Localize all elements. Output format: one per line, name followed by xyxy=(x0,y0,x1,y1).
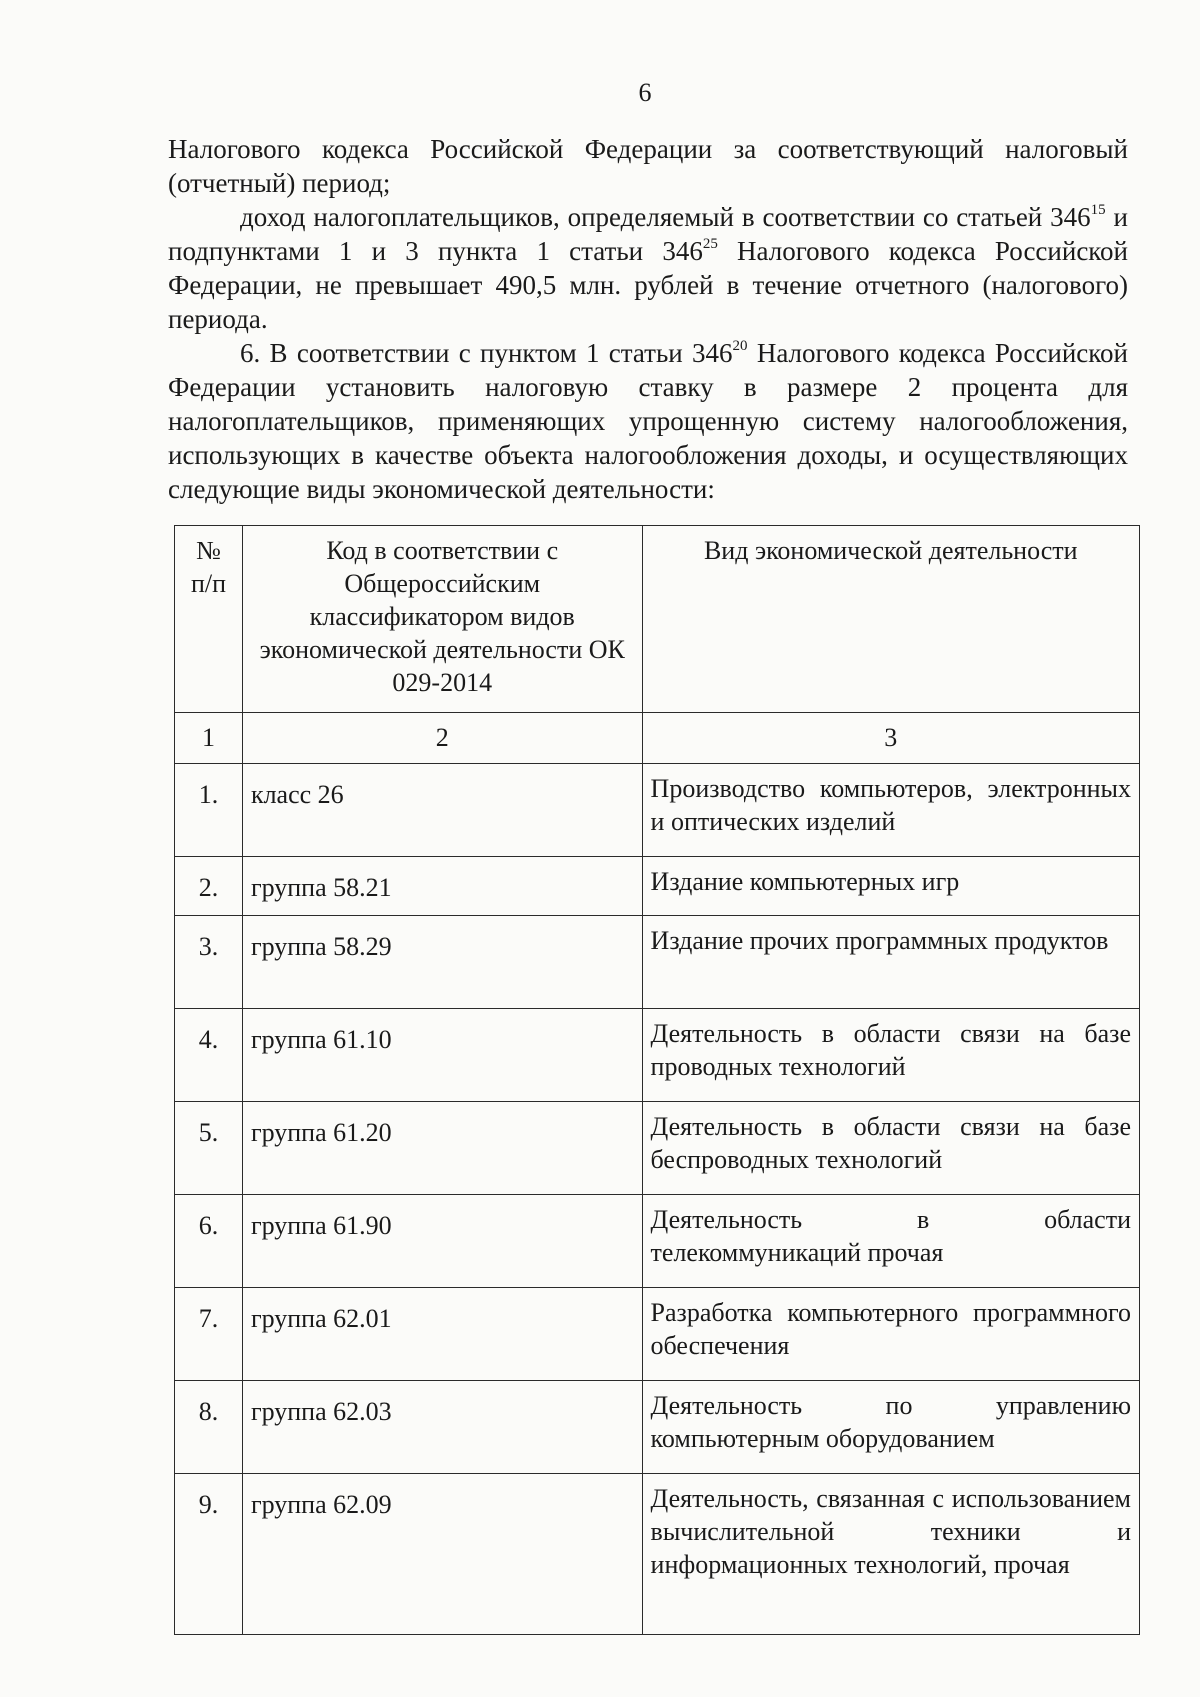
row-activity: Деятельность в области телекоммуникаций прочая xyxy=(642,1195,1139,1288)
paragraph-1: Налогового кодекса Российской Федерации за соответствующий налоговый (отчетный) период; xyxy=(168,134,1128,198)
row-code: группа 58.29 xyxy=(242,916,642,1009)
table-row xyxy=(175,1381,1140,1474)
row-activity: Деятельность по управлению компьютерным оборудованием xyxy=(642,1381,1139,1474)
table-column-numbers-row xyxy=(175,713,1140,764)
row-code: группа 62.01 xyxy=(242,1288,642,1381)
table-row xyxy=(175,916,1140,1009)
paragraph-2-text-1: доход налогоплательщиков, определяемый в соответствии со статьей 346 xyxy=(240,202,1091,232)
row-code: группа 61.90 xyxy=(242,1195,642,1288)
column-number-1: 1 xyxy=(175,713,243,764)
row-num: 8. xyxy=(175,1381,243,1474)
table-row xyxy=(175,1195,1140,1288)
header-code: Код в соответствии с Общероссийским классификатором видов экономической деятельности ОК 029-2014 xyxy=(242,526,642,713)
row-num: 6. xyxy=(175,1195,243,1288)
paragraph-2-text-2: и подпунктами 1 и 3 пункта 1 статьи 346 xyxy=(168,202,1128,266)
row-num: 4. xyxy=(175,1009,243,1102)
paragraph-2-superscript-2: 25 xyxy=(702,236,718,252)
paragraph-2-superscript-1: 15 xyxy=(1090,202,1106,218)
document-body xyxy=(168,132,1128,506)
table-row xyxy=(175,1102,1140,1195)
column-number-3: 3 xyxy=(642,713,1139,764)
table-header-row xyxy=(175,526,1140,713)
table-row xyxy=(175,1009,1140,1102)
page-number: 6 xyxy=(638,78,652,107)
paragraph-3-text-1: 6. В соответствии с пунктом 1 статьи 346 xyxy=(240,338,733,368)
row-activity: Издание компьютерных игр xyxy=(642,857,1139,916)
row-num: 1. xyxy=(175,764,243,857)
paragraph-3-text-2: Налогового кодекса Российской Федерации установить налоговую ставку в размере 2 процента для налогоплательщиков, применяющих упрощенную систему налогообложения, использующих в качестве объекта налогообложения доходы, и осуществляющих следующие виды экономической деятельности: xyxy=(168,338,1128,504)
header-activity: Вид экономической деятельности xyxy=(642,526,1139,713)
row-activity: Разработка компьютерного программного обеспечения xyxy=(642,1288,1139,1381)
paragraph-2-text-3: Налогового кодекса Российской Федерации, не превышает 490,5 млн. рублей в течение отчетного (налогового) периода. xyxy=(168,236,1128,334)
row-num: 3. xyxy=(175,916,243,1009)
row-activity: Производство компьютеров, электронных и оптических изделий xyxy=(642,764,1139,857)
paragraph-2 xyxy=(168,200,1128,336)
table-row xyxy=(175,764,1140,857)
activity-table xyxy=(174,525,1140,1635)
table-row xyxy=(175,1474,1140,1635)
row-code: группа 58.21 xyxy=(242,857,642,916)
row-code: группа 61.20 xyxy=(242,1102,642,1195)
paragraph-3 xyxy=(168,336,1128,506)
table-row xyxy=(175,1288,1140,1381)
column-number-2: 2 xyxy=(242,713,642,764)
row-activity: Деятельность в области связи на базе беспроводных технологий xyxy=(642,1102,1139,1195)
paragraph-3-superscript: 20 xyxy=(732,338,748,354)
row-num: 7. xyxy=(175,1288,243,1381)
row-num: 9. xyxy=(175,1474,243,1635)
row-code: группа 62.09 xyxy=(242,1474,642,1635)
row-code: группа 61.10 xyxy=(242,1009,642,1102)
row-code: группа 62.03 xyxy=(242,1381,642,1474)
row-activity: Деятельность, связанная с использованием вычислительной техники и информационных технологий, прочая xyxy=(642,1474,1139,1635)
row-code: класс 26 xyxy=(242,764,642,857)
row-num: 2. xyxy=(175,857,243,916)
row-activity: Деятельность в области связи на базе проводных технологий xyxy=(642,1009,1139,1102)
table-row xyxy=(175,857,1140,916)
header-num: № п/п xyxy=(175,526,243,713)
row-activity: Издание прочих программных продуктов xyxy=(642,916,1139,1009)
row-num: 5. xyxy=(175,1102,243,1195)
